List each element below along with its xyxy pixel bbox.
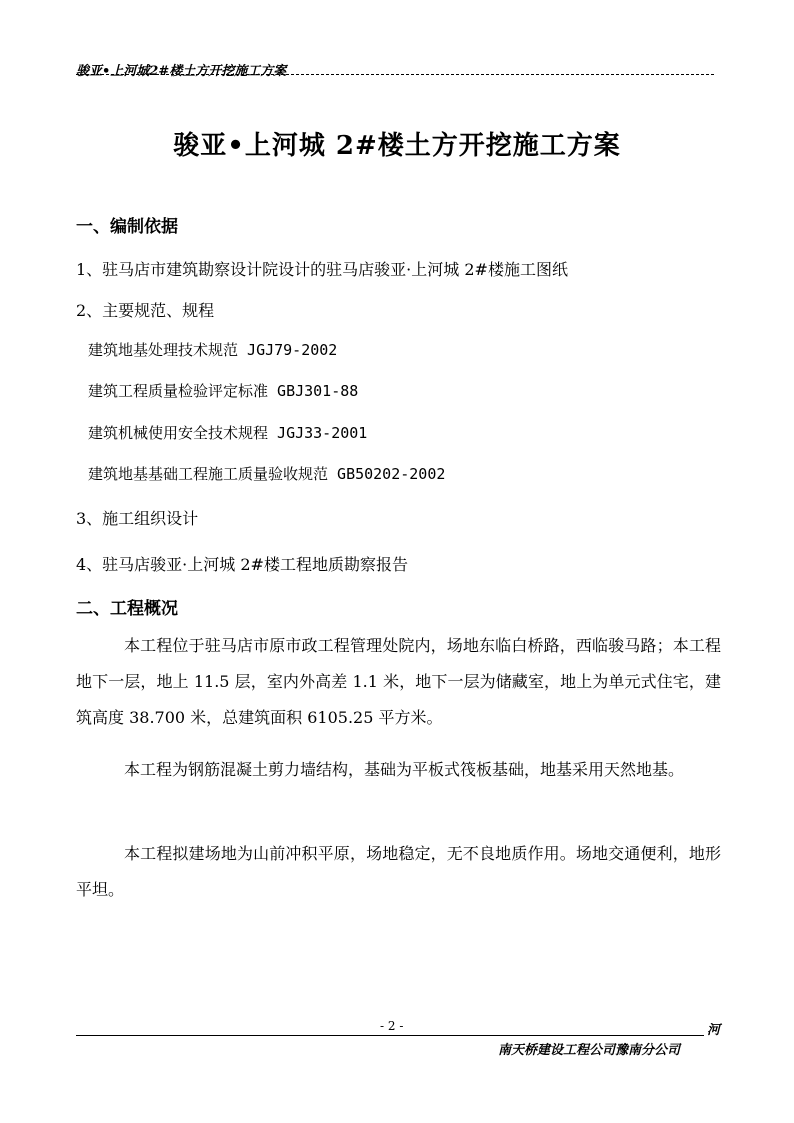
header-divider xyxy=(76,74,714,75)
standard-item: 建筑机械使用安全技术规程 JGJ33-2001 xyxy=(88,424,368,442)
overview-paragraph: 本工程位于驻马店市原市政工程管理处院内，场地东临白桥路，西临骏马路；本工程地下一层，地上 11.5 层，室内外高差 1.1 米，地下一层为储藏室，地上为单元式住宅，建筑高度 38.700 米，总建筑面积 6105.25 平方米。 xyxy=(76,636,721,727)
footer-divider xyxy=(76,1035,704,1036)
basis-item-4: 4、驻马店骏亚·上河城 2#楼工程地质勘察报告 xyxy=(76,555,408,574)
standard-item: 建筑地基基础工程施工质量验收规范 GB50202-2002 xyxy=(88,465,446,483)
overview-paragraph: 本工程拟建场地为山前冲积平原，场地稳定，无不良地质作用。场地交通便利，地形平坦。 xyxy=(76,844,721,899)
basis-item-3: 3、施工组织设计 xyxy=(76,509,199,528)
page-number: - 2 - xyxy=(380,1019,404,1033)
footer-mark: 河 xyxy=(707,1023,721,1038)
standard-item: 建筑工程质量检验评定标准 GBJ301-88 xyxy=(88,382,359,400)
footer-company: 南天桥建设工程公司豫南分公司 xyxy=(498,1043,681,1058)
document-title: 骏亚•上河城 2#楼土方开挖施工方案 xyxy=(173,131,621,161)
section-heading-basis: 一、编制依据 xyxy=(76,217,178,237)
overview-paragraph: 本工程为钢筋混凝土剪力墙结构，基础为平板式筏板基础，地基采用天然地基。 xyxy=(124,760,685,779)
standard-item: 建筑地基处理技术规范 JGJ79-2002 xyxy=(88,341,338,359)
basis-item-2: 2、主要规范、规程 xyxy=(76,301,215,320)
section-heading-overview: 二、工程概况 xyxy=(76,599,178,619)
basis-item-1: 1、驻马店市建筑勘察设计院设计的驻马店骏亚·上河城 2#楼施工图纸 xyxy=(76,260,568,279)
running-header: 骏亚•上河城2#楼土方开挖施工方案 xyxy=(76,64,287,79)
